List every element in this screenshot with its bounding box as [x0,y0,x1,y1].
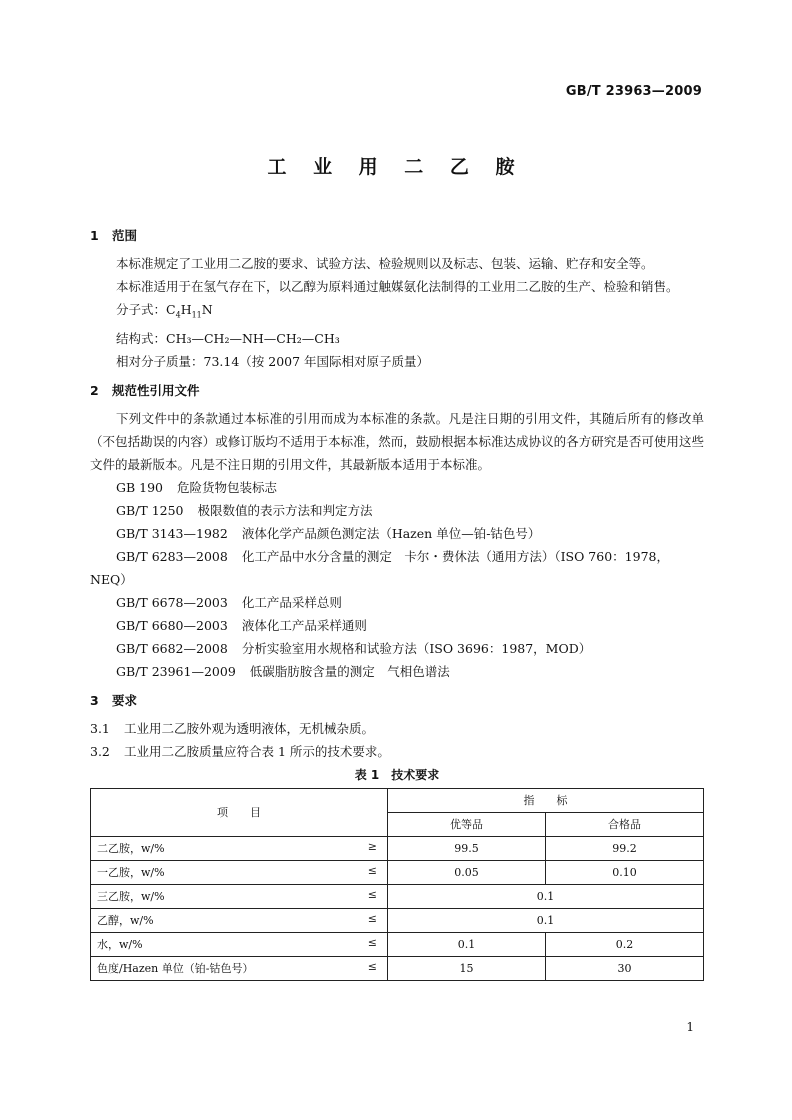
item-cell [91,908,388,932]
value-cell: 0.2 [546,932,704,956]
table-row [91,836,704,860]
molecular-formula [90,298,704,327]
section-number: 1 [90,228,99,243]
item-operator: ≤ [367,864,377,877]
item-header: 项 目 [91,788,388,836]
item-name: 三乙胺，w/% [97,890,165,903]
formula-part: 11 [191,310,202,320]
clause-3-2 [90,740,704,763]
section-3-heading [90,691,704,711]
reference-code: GB 190 [116,479,164,495]
page-number: 1 [686,1020,694,1034]
paragraph: 本标准适用于在氢气存在下，以乙醇为原料通过触媒氨化法制得的工业用二乙胺的生产、检验和销售。 [116,279,679,294]
value-cell: 0.05 [388,860,546,884]
reference-code: GB/T 6682—2008 [116,640,228,656]
table-row [91,884,704,908]
reference-item [90,637,704,660]
item-operator: ≤ [367,960,377,973]
item-operator: ≤ [367,912,377,925]
reference-item [90,522,704,545]
item-cell [91,956,388,980]
reference-title: 化工产品中水分含量的测定 卡尔・费休法（通用方法）（ISO 760：1978，NEQ） [90,548,669,587]
table-caption: 表 1 技术要求 [354,767,440,782]
clause-text: 工业用二乙胺质量应符合表 1 所示的技术要求。 [124,743,390,759]
formula-part: C [166,302,176,317]
document-title: 工 业 用 二 乙 胺 [267,156,525,178]
formula-part: N [201,302,213,317]
item-name: 乙醇，w/% [97,914,154,927]
item-operator: ≤ [367,888,377,901]
value-cell: 99.2 [546,836,704,860]
reference-item [90,476,704,499]
reference-item [90,591,704,614]
reference-title: 极限数值的表示方法和判定方法 [197,502,373,518]
table-row [91,956,704,980]
reference-code: GB/T 23961—2009 [116,663,236,679]
item-cell [91,836,388,860]
table-row [91,908,704,932]
item-name: 水，w/% [97,938,143,951]
reference-title: 化工产品采样总则 [241,594,342,610]
table-row [91,860,704,884]
clause-text: 工业用二乙胺外观为透明液体，无机械杂质。 [124,720,375,736]
table-header-row [91,788,704,812]
reference-code: GB/T 1250 [116,502,184,518]
clause-3-1 [90,717,704,740]
section-title: 要求 [112,692,138,708]
section-title: 规范性引用文件 [112,382,200,398]
formula-part: H [180,302,192,317]
reference-code: GB/T 3143—1982 [116,525,228,541]
reference-code: GB/T 6680—2003 [116,617,228,633]
reference-title: 分析实验室用水规格和试验方法（ISO 3696：1987，MOD） [241,640,592,656]
clause-number: 3.1 [90,720,110,736]
value-cell: 99.5 [388,836,546,860]
section-2-heading [90,381,704,401]
reference-title: 危险货物包装标志 [177,479,278,495]
formula-label: 分子式： [116,302,167,317]
reference-code: GB/T 6678—2003 [116,594,228,610]
item-name: 色度/Hazen 单位（铂-钴色号） [97,962,254,975]
value-cell: 15 [388,956,546,980]
item-cell [91,860,388,884]
reference-item [90,614,704,637]
reference-title: 低碳脂肪胺含量的测定 气相色谱法 [249,663,450,679]
paragraph: 下列文件中的条款通过本标准的引用而成为本标准的条款。凡是注日期的引用文件，其随后所有的修改单（不包括勘误的内容）或修订版均不适用于本标准，然而，鼓励根据本标准达成协议的各方研究是否可使用这些文件的最新版本。凡是不注日期的引用文件，其最新版本适用于本标准。 [90,410,704,472]
document-body [90,222,704,981]
reference-code: GB/T 6283—2008 [116,548,228,564]
reference-item [90,499,704,522]
value-cell: 0.10 [546,860,704,884]
item-cell [91,932,388,956]
formula-part: 4 [175,310,181,320]
value-cell-merged: 0.1 [388,884,704,908]
clause-number: 3.2 [90,743,110,759]
reference-item [90,545,704,591]
item-operator: ≥ [367,840,377,853]
grade-header-premium: 优等品 [388,812,546,836]
section-title: 范围 [112,228,138,243]
structural-formula [90,327,704,350]
section-number: 2 [90,382,99,398]
value-cell-merged: 0.1 [388,908,704,932]
table-row [91,932,704,956]
value-cell: 30 [546,956,704,980]
grade-header-qualified: 合格品 [546,812,704,836]
molecular-mass: 相对分子质量：73.14（按 2007 年国际相对原子质量） [116,353,430,369]
reference-title: 液体化学产品颜色测定法（Hazen 单位—铂-钴色号） [241,525,541,541]
reference-title: 液体化工产品采样通则 [241,617,367,633]
section-1-heading [90,226,704,246]
section-number: 3 [90,692,99,708]
item-name: 一乙胺，w/% [97,866,165,879]
item-cell [91,884,388,908]
index-header: 指 标 [388,788,704,812]
value-cell: 0.1 [388,932,546,956]
reference-list [90,476,704,683]
structure-label: 结构式： [116,330,167,346]
requirements-table [90,788,704,981]
item-name: 二乙胺，w/% [97,842,165,855]
paragraph: 本标准规定了工业用二乙胺的要求、试验方法、检验规则以及标志、包装、运输、贮存和安全等。 [116,256,654,271]
item-operator: ≤ [367,936,377,949]
structure-value: CH₃—CH₂—NH—CH₂—CH₃ [166,330,340,346]
reference-item [90,660,704,683]
standard-number: GB/T 23963—2009 [565,84,702,99]
